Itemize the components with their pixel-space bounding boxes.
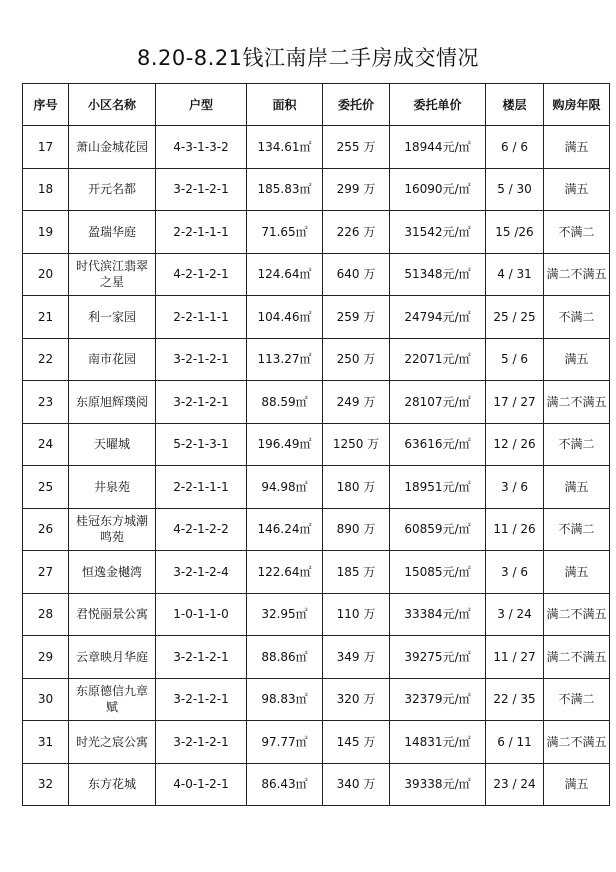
cell-holding-years: 满五 bbox=[544, 338, 610, 381]
cell-floor: 11 / 26 bbox=[486, 508, 544, 551]
cell-unit-price: 63616元/㎡ bbox=[390, 423, 486, 466]
cell-no: 23 bbox=[23, 381, 69, 424]
cell-floor: 15 /26 bbox=[486, 211, 544, 254]
cell-area: 124.64㎡ bbox=[247, 253, 323, 296]
cell-no: 27 bbox=[23, 551, 69, 594]
cell-price: 320 万 bbox=[323, 678, 390, 721]
cell-no: 28 bbox=[23, 593, 69, 636]
cell-holding-years: 满五 bbox=[544, 126, 610, 169]
cell-unit-price: 18944元/㎡ bbox=[390, 126, 486, 169]
cell-unit-price: 39338元/㎡ bbox=[390, 763, 486, 806]
table-row bbox=[23, 338, 610, 381]
cell-unit-price: 39275元/㎡ bbox=[390, 636, 486, 679]
cell-holding-years: 满二不满五 bbox=[544, 721, 610, 764]
table-row bbox=[23, 423, 610, 466]
cell-holding-years: 满二不满五 bbox=[544, 593, 610, 636]
cell-price: 349 万 bbox=[323, 636, 390, 679]
cell-no: 21 bbox=[23, 296, 69, 339]
cell-floor: 6 / 11 bbox=[486, 721, 544, 764]
cell-area: 146.24㎡ bbox=[247, 508, 323, 551]
cell-community-name: 云章映月华庭 bbox=[69, 636, 156, 679]
cell-layout: 2-2-1-1-1 bbox=[156, 466, 247, 509]
cell-floor: 25 / 25 bbox=[486, 296, 544, 339]
table-row bbox=[23, 678, 610, 721]
cell-holding-years: 满五 bbox=[544, 466, 610, 509]
header-years: 购房年限 bbox=[544, 84, 610, 126]
header-no: 序号 bbox=[23, 84, 69, 126]
cell-community-name: 时代滨江翡翠之星 bbox=[69, 253, 156, 296]
cell-unit-price: 28107元/㎡ bbox=[390, 381, 486, 424]
cell-no: 25 bbox=[23, 466, 69, 509]
cell-no: 26 bbox=[23, 508, 69, 551]
cell-area: 134.61㎡ bbox=[247, 126, 323, 169]
cell-community-name: 南市花园 bbox=[69, 338, 156, 381]
table-row bbox=[23, 763, 610, 806]
table-row bbox=[23, 296, 610, 339]
cell-layout: 4-3-1-3-2 bbox=[156, 126, 247, 169]
cell-community-name: 东方花城 bbox=[69, 763, 156, 806]
cell-holding-years: 满五 bbox=[544, 763, 610, 806]
cell-layout: 2-2-1-1-1 bbox=[156, 211, 247, 254]
cell-area: 71.65㎡ bbox=[247, 211, 323, 254]
header-type: 户型 bbox=[156, 84, 247, 126]
cell-layout: 3-2-1-2-4 bbox=[156, 551, 247, 594]
cell-area: 86.43㎡ bbox=[247, 763, 323, 806]
table-row bbox=[23, 168, 610, 211]
header-price: 委托价 bbox=[323, 84, 390, 126]
cell-holding-years: 不满二 bbox=[544, 508, 610, 551]
cell-holding-years: 满二不满五 bbox=[544, 381, 610, 424]
cell-no: 17 bbox=[23, 126, 69, 169]
cell-area: 88.86㎡ bbox=[247, 636, 323, 679]
cell-unit-price: 15085元/㎡ bbox=[390, 551, 486, 594]
cell-no: 24 bbox=[23, 423, 69, 466]
cell-unit-price: 14831元/㎡ bbox=[390, 721, 486, 764]
cell-area: 94.98㎡ bbox=[247, 466, 323, 509]
cell-area: 122.64㎡ bbox=[247, 551, 323, 594]
cell-no: 19 bbox=[23, 211, 69, 254]
cell-layout: 5-2-1-3-1 bbox=[156, 423, 247, 466]
cell-price: 180 万 bbox=[323, 466, 390, 509]
cell-floor: 4 / 31 bbox=[486, 253, 544, 296]
cell-layout: 1-0-1-1-0 bbox=[156, 593, 247, 636]
cell-unit-price: 60859元/㎡ bbox=[390, 508, 486, 551]
transactions-table bbox=[22, 83, 610, 806]
cell-price: 299 万 bbox=[323, 168, 390, 211]
cell-layout: 3-2-1-2-1 bbox=[156, 678, 247, 721]
cell-layout: 3-2-1-2-1 bbox=[156, 168, 247, 211]
cell-price: 259 万 bbox=[323, 296, 390, 339]
cell-no: 22 bbox=[23, 338, 69, 381]
cell-area: 32.95㎡ bbox=[247, 593, 323, 636]
cell-floor: 3 / 6 bbox=[486, 551, 544, 594]
cell-holding-years: 不满二 bbox=[544, 296, 610, 339]
cell-community-name: 盈瑞华庭 bbox=[69, 211, 156, 254]
cell-floor: 12 / 26 bbox=[486, 423, 544, 466]
cell-floor: 17 / 27 bbox=[486, 381, 544, 424]
cell-floor: 3 / 6 bbox=[486, 466, 544, 509]
cell-unit-price: 22071元/㎡ bbox=[390, 338, 486, 381]
header-row bbox=[23, 84, 610, 126]
cell-area: 104.46㎡ bbox=[247, 296, 323, 339]
cell-layout: 3-2-1-2-1 bbox=[156, 636, 247, 679]
cell-floor: 11 / 27 bbox=[486, 636, 544, 679]
table-body bbox=[23, 126, 610, 806]
cell-community-name: 东原旭辉璞阅 bbox=[69, 381, 156, 424]
cell-area: 98.83㎡ bbox=[247, 678, 323, 721]
header-floor: 楼层 bbox=[486, 84, 544, 126]
cell-holding-years: 满二不满五 bbox=[544, 253, 610, 296]
cell-no: 32 bbox=[23, 763, 69, 806]
cell-layout: 4-2-1-2-1 bbox=[156, 253, 247, 296]
cell-no: 18 bbox=[23, 168, 69, 211]
header-unit-price: 委托单价 bbox=[390, 84, 486, 126]
header-area: 面积 bbox=[247, 84, 323, 126]
cell-unit-price: 31542元/㎡ bbox=[390, 211, 486, 254]
cell-layout: 4-2-1-2-2 bbox=[156, 508, 247, 551]
cell-area: 113.27㎡ bbox=[247, 338, 323, 381]
cell-price: 110 万 bbox=[323, 593, 390, 636]
cell-price: 340 万 bbox=[323, 763, 390, 806]
cell-layout: 2-2-1-1-1 bbox=[156, 296, 247, 339]
cell-community-name: 时光之宸公寓 bbox=[69, 721, 156, 764]
cell-community-name: 萧山金城花园 bbox=[69, 126, 156, 169]
cell-no: 20 bbox=[23, 253, 69, 296]
table-row bbox=[23, 253, 610, 296]
cell-area: 185.83㎡ bbox=[247, 168, 323, 211]
cell-area: 97.77㎡ bbox=[247, 721, 323, 764]
cell-unit-price: 51348元/㎡ bbox=[390, 253, 486, 296]
cell-community-name: 东原德信九章赋 bbox=[69, 678, 156, 721]
cell-community-name: 天曜城 bbox=[69, 423, 156, 466]
cell-area: 88.59㎡ bbox=[247, 381, 323, 424]
cell-price: 145 万 bbox=[323, 721, 390, 764]
cell-price: 249 万 bbox=[323, 381, 390, 424]
cell-holding-years: 不满二 bbox=[544, 678, 610, 721]
cell-floor: 22 / 35 bbox=[486, 678, 544, 721]
header-name: 小区名称 bbox=[69, 84, 156, 126]
table-row bbox=[23, 593, 610, 636]
cell-community-name: 桂冠东方城潮鸣苑 bbox=[69, 508, 156, 551]
cell-layout: 3-2-1-2-1 bbox=[156, 381, 247, 424]
cell-community-name: 君悦丽景公寓 bbox=[69, 593, 156, 636]
table-row bbox=[23, 466, 610, 509]
cell-community-name: 开元名都 bbox=[69, 168, 156, 211]
cell-holding-years: 满二不满五 bbox=[544, 636, 610, 679]
cell-community-name: 利一家园 bbox=[69, 296, 156, 339]
cell-holding-years: 满五 bbox=[544, 168, 610, 211]
cell-holding-years: 满五 bbox=[544, 551, 610, 594]
table-row bbox=[23, 636, 610, 679]
cell-area: 196.49㎡ bbox=[247, 423, 323, 466]
cell-price: 255 万 bbox=[323, 126, 390, 169]
cell-unit-price: 16090元/㎡ bbox=[390, 168, 486, 211]
table-row bbox=[23, 126, 610, 169]
cell-unit-price: 18951元/㎡ bbox=[390, 466, 486, 509]
table-row bbox=[23, 721, 610, 764]
cell-community-name: 井泉苑 bbox=[69, 466, 156, 509]
cell-floor: 6 / 6 bbox=[486, 126, 544, 169]
page-title: 8.20-8.21钱江南岸二手房成交情况 bbox=[136, 46, 480, 70]
cell-no: 29 bbox=[23, 636, 69, 679]
cell-floor: 5 / 6 bbox=[486, 338, 544, 381]
cell-layout: 3-2-1-2-1 bbox=[156, 721, 247, 764]
cell-price: 185 万 bbox=[323, 551, 390, 594]
cell-price: 226 万 bbox=[323, 211, 390, 254]
cell-price: 640 万 bbox=[323, 253, 390, 296]
cell-price: 1250 万 bbox=[323, 423, 390, 466]
cell-no: 30 bbox=[23, 678, 69, 721]
cell-price: 890 万 bbox=[323, 508, 390, 551]
cell-unit-price: 33384元/㎡ bbox=[390, 593, 486, 636]
table-row bbox=[23, 381, 610, 424]
cell-no: 31 bbox=[23, 721, 69, 764]
cell-price: 250 万 bbox=[323, 338, 390, 381]
cell-layout: 3-2-1-2-1 bbox=[156, 338, 247, 381]
cell-layout: 4-0-1-2-1 bbox=[156, 763, 247, 806]
cell-community-name: 恒逸金樾湾 bbox=[69, 551, 156, 594]
cell-unit-price: 24794元/㎡ bbox=[390, 296, 486, 339]
cell-holding-years: 不满二 bbox=[544, 423, 610, 466]
cell-unit-price: 32379元/㎡ bbox=[390, 678, 486, 721]
table-row bbox=[23, 551, 610, 594]
cell-floor: 3 / 24 bbox=[486, 593, 544, 636]
table-row bbox=[23, 211, 610, 254]
table-row bbox=[23, 508, 610, 551]
cell-holding-years: 不满二 bbox=[544, 211, 610, 254]
cell-floor: 23 / 24 bbox=[486, 763, 544, 806]
cell-floor: 5 / 30 bbox=[486, 168, 544, 211]
